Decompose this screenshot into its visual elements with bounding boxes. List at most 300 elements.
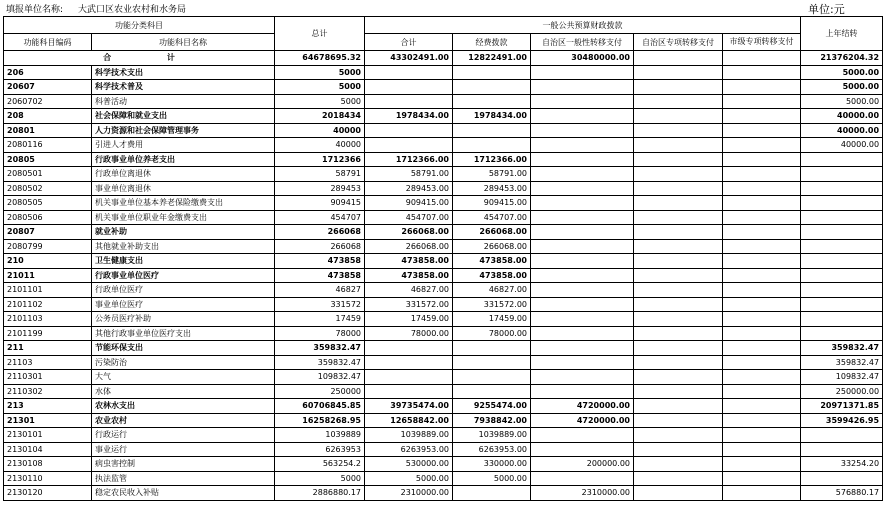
row-funds: 266068.00 (453, 225, 531, 240)
row-region-special (634, 442, 723, 457)
row-sum: 266068.00 (365, 225, 453, 240)
table-row (4, 413, 883, 428)
row-name: 水体 (92, 384, 275, 399)
row-total: 266068 (275, 239, 365, 254)
row-funds: 330000.00 (453, 457, 531, 472)
summary-city-special (723, 51, 801, 66)
row-city-special (723, 486, 801, 501)
row-total: 359832.47 (275, 341, 365, 356)
row-sum (365, 384, 453, 399)
summary-total: 64678695.32 (275, 51, 365, 66)
row-sum: 46827.00 (365, 283, 453, 298)
row-city-special (723, 428, 801, 443)
row-sum: 266068.00 (365, 239, 453, 254)
row-region-special (634, 196, 723, 211)
row-total: 454707 (275, 210, 365, 225)
row-last-year: 5000.00 (801, 80, 883, 95)
row-total: 16258268.95 (275, 413, 365, 428)
row-total: 5000 (275, 471, 365, 486)
row-region-general (531, 312, 634, 327)
row-funds (453, 486, 531, 501)
row-region-general (531, 428, 634, 443)
row-region-general (531, 196, 634, 211)
row-total: 473858 (275, 268, 365, 283)
row-code: 2101101 (4, 283, 92, 298)
row-code: 213 (4, 399, 92, 414)
row-sum (365, 65, 453, 80)
city-special-header: 市级专项转移支付 (723, 34, 801, 51)
row-city-special (723, 413, 801, 428)
row-region-general (531, 370, 634, 385)
row-region-special (634, 225, 723, 240)
row-code: 211 (4, 341, 92, 356)
row-sum: 331572.00 (365, 297, 453, 312)
row-sum: 454707.00 (365, 210, 453, 225)
row-last-year (801, 225, 883, 240)
row-city-special (723, 457, 801, 472)
funds-header: 经费拨款 (453, 34, 531, 51)
row-region-general (531, 123, 634, 138)
row-region-special (634, 413, 723, 428)
table-row (4, 457, 883, 472)
row-name: 病虫害控制 (92, 457, 275, 472)
row-total: 46827 (275, 283, 365, 298)
row-region-special (634, 399, 723, 414)
row-region-general (531, 109, 634, 124)
row-region-general (531, 442, 634, 457)
row-code: 2101102 (4, 297, 92, 312)
row-total: 2018434 (275, 109, 365, 124)
row-region-special (634, 471, 723, 486)
row-region-special (634, 80, 723, 95)
currency-unit: 单位:元 (808, 3, 845, 16)
row-region-general (531, 152, 634, 167)
row-code: 2110302 (4, 384, 92, 399)
row-last-year (801, 312, 883, 327)
table-row (4, 167, 883, 182)
row-name: 农业农村 (92, 413, 275, 428)
row-city-special (723, 239, 801, 254)
table-row (4, 138, 883, 153)
row-sum (365, 341, 453, 356)
row-city-special (723, 181, 801, 196)
table-row (4, 312, 883, 327)
row-sum (365, 355, 453, 370)
row-code: 206 (4, 65, 92, 80)
row-city-special (723, 123, 801, 138)
row-sum: 39735474.00 (365, 399, 453, 414)
row-name: 卫生健康支出 (92, 254, 275, 269)
row-code: 208 (4, 109, 92, 124)
row-city-special (723, 326, 801, 341)
table-row (4, 94, 883, 109)
row-region-special (634, 457, 723, 472)
table-row (4, 210, 883, 225)
row-region-general (531, 138, 634, 153)
row-last-year (801, 268, 883, 283)
row-city-special (723, 254, 801, 269)
summary-label: 合 计 (4, 51, 275, 66)
row-code: 2080501 (4, 167, 92, 182)
sum-header: 合计 (365, 34, 453, 51)
row-total: 289453 (275, 181, 365, 196)
row-code: 2110301 (4, 370, 92, 385)
row-total: 6263953 (275, 442, 365, 457)
row-funds: 331572.00 (453, 297, 531, 312)
row-total: 1039889 (275, 428, 365, 443)
row-total: 17459 (275, 312, 365, 327)
row-last-year: 359832.47 (801, 341, 883, 356)
row-total: 60706845.85 (275, 399, 365, 414)
row-sum: 530000.00 (365, 457, 453, 472)
row-code: 2080506 (4, 210, 92, 225)
row-region-general (531, 254, 634, 269)
row-city-special (723, 65, 801, 80)
row-funds: 46827.00 (453, 283, 531, 298)
row-region-special (634, 341, 723, 356)
row-sum: 58791.00 (365, 167, 453, 182)
row-name: 其他行政事业单位医疗支出 (92, 326, 275, 341)
row-name: 大气 (92, 370, 275, 385)
row-region-special (634, 370, 723, 385)
row-region-special (634, 94, 723, 109)
total-header: 总计 (275, 17, 365, 51)
row-funds: 473858.00 (453, 268, 531, 283)
row-region-general (531, 355, 634, 370)
general-budget-header: 一般公共预算财政拨款 (365, 17, 801, 34)
row-last-year (801, 254, 883, 269)
summary-region-special (634, 51, 723, 66)
table-row (4, 370, 883, 385)
unit-label: 填报单位名称: (6, 5, 64, 15)
row-region-general (531, 283, 634, 298)
row-city-special (723, 399, 801, 414)
row-city-special (723, 442, 801, 457)
table-row (4, 181, 883, 196)
table-row (4, 486, 883, 501)
row-total: 563254.2 (275, 457, 365, 472)
row-region-special (634, 152, 723, 167)
row-last-year (801, 283, 883, 298)
row-sum (365, 370, 453, 385)
row-name: 行政运行 (92, 428, 275, 443)
row-sum (365, 138, 453, 153)
row-funds: 454707.00 (453, 210, 531, 225)
row-name: 人力资源和社会保障管理事务 (92, 123, 275, 138)
row-code: 2130108 (4, 457, 92, 472)
row-name: 行政事业单位养老支出 (92, 152, 275, 167)
row-funds: 6263953.00 (453, 442, 531, 457)
row-region-general (531, 297, 634, 312)
row-sum (365, 80, 453, 95)
region-general-header: 自治区一般性转移支付 (531, 34, 634, 51)
row-funds (453, 370, 531, 385)
table-row (4, 326, 883, 341)
row-city-special (723, 370, 801, 385)
row-region-special (634, 181, 723, 196)
row-total: 331572 (275, 297, 365, 312)
table-row (4, 297, 883, 312)
row-last-year (801, 326, 883, 341)
row-total: 250000 (275, 384, 365, 399)
row-region-general (531, 225, 634, 240)
row-code: 20801 (4, 123, 92, 138)
table-row (4, 471, 883, 486)
summary-last-year: 21376204.32 (801, 51, 883, 66)
row-funds: 909415.00 (453, 196, 531, 211)
row-name: 科学技术普及 (92, 80, 275, 95)
row-funds: 17459.00 (453, 312, 531, 327)
row-sum: 473858.00 (365, 268, 453, 283)
unit-name: 大武口区农业农村和水务局 (78, 5, 187, 15)
row-region-special (634, 428, 723, 443)
row-name: 社会保障和就业支出 (92, 109, 275, 124)
row-sum (365, 123, 453, 138)
row-funds (453, 341, 531, 356)
row-city-special (723, 341, 801, 356)
row-code: 21011 (4, 268, 92, 283)
row-total: 359832.47 (275, 355, 365, 370)
row-code: 2130110 (4, 471, 92, 486)
row-region-special (634, 283, 723, 298)
row-region-general (531, 326, 634, 341)
table-row (4, 268, 883, 283)
row-name: 行政事业单位医疗 (92, 268, 275, 283)
row-sum: 6263953.00 (365, 442, 453, 457)
table-row (4, 239, 883, 254)
row-funds (453, 94, 531, 109)
row-sum: 1039889.00 (365, 428, 453, 443)
row-sum: 289453.00 (365, 181, 453, 196)
row-name: 机关事业单位基本养老保险缴费支出 (92, 196, 275, 211)
row-last-year (801, 167, 883, 182)
row-city-special (723, 109, 801, 124)
row-sum: 909415.00 (365, 196, 453, 211)
row-total: 5000 (275, 80, 365, 95)
row-region-special (634, 210, 723, 225)
row-code: 2130104 (4, 442, 92, 457)
row-last-year: 5000.00 (801, 94, 883, 109)
row-region-general (531, 239, 634, 254)
row-sum: 2310000.00 (365, 486, 453, 501)
row-code: 20805 (4, 152, 92, 167)
row-last-year: 3599426.95 (801, 413, 883, 428)
table-row (4, 341, 883, 356)
row-name: 事业单位离退休 (92, 181, 275, 196)
row-last-year (801, 210, 883, 225)
table-row (4, 123, 883, 138)
region-special-header: 自治区专项转移支付 (634, 34, 723, 51)
row-region-general: 200000.00 (531, 457, 634, 472)
row-total: 109832.47 (275, 370, 365, 385)
row-last-year (801, 152, 883, 167)
row-region-general (531, 80, 634, 95)
row-region-special (634, 138, 723, 153)
row-last-year: 40000.00 (801, 123, 883, 138)
row-total: 40000 (275, 123, 365, 138)
row-name: 科学技术支出 (92, 65, 275, 80)
table-row (4, 152, 883, 167)
table-row (4, 109, 883, 124)
row-name: 公务员医疗补助 (92, 312, 275, 327)
func-group-header: 功能分类科目 (4, 17, 275, 34)
row-code: 2080505 (4, 196, 92, 211)
row-total: 2886880.17 (275, 486, 365, 501)
row-code: 21301 (4, 413, 92, 428)
row-funds: 1978434.00 (453, 109, 531, 124)
row-total: 5000 (275, 94, 365, 109)
row-last-year (801, 297, 883, 312)
row-name: 引进人才费用 (92, 138, 275, 153)
table-row (4, 225, 883, 240)
row-region-special (634, 312, 723, 327)
row-region-special (634, 254, 723, 269)
row-code: 20607 (4, 80, 92, 95)
row-region-general: 4720000.00 (531, 399, 634, 414)
row-last-year: 109832.47 (801, 370, 883, 385)
row-region-general (531, 94, 634, 109)
row-city-special (723, 80, 801, 95)
row-funds: 266068.00 (453, 239, 531, 254)
row-total: 78000 (275, 326, 365, 341)
row-code: 2080116 (4, 138, 92, 153)
row-name: 稳定农民收入补贴 (92, 486, 275, 501)
row-last-year: 40000.00 (801, 109, 883, 124)
row-last-year (801, 442, 883, 457)
row-region-general (531, 268, 634, 283)
row-region-general (531, 471, 634, 486)
row-city-special (723, 210, 801, 225)
row-code: 2101103 (4, 312, 92, 327)
row-code: 2080502 (4, 181, 92, 196)
row-total: 473858 (275, 254, 365, 269)
row-last-year: 5000.00 (801, 65, 883, 80)
row-city-special (723, 268, 801, 283)
row-region-special (634, 123, 723, 138)
row-funds: 58791.00 (453, 167, 531, 182)
row-city-special (723, 167, 801, 182)
row-code: 210 (4, 254, 92, 269)
row-region-special (634, 355, 723, 370)
row-code: 20807 (4, 225, 92, 240)
row-name: 其他就业补助支出 (92, 239, 275, 254)
row-name: 事业单位医疗 (92, 297, 275, 312)
row-total: 58791 (275, 167, 365, 182)
summary-funds: 12822491.00 (453, 51, 531, 66)
row-funds (453, 384, 531, 399)
row-sum: 12658842.00 (365, 413, 453, 428)
row-sum (365, 94, 453, 109)
summary-region-general: 30480000.00 (531, 51, 634, 66)
table-row (4, 283, 883, 298)
row-code: 2060702 (4, 94, 92, 109)
row-region-special (634, 297, 723, 312)
row-last-year: 250000.00 (801, 384, 883, 399)
row-sum: 473858.00 (365, 254, 453, 269)
row-region-special (634, 326, 723, 341)
row-last-year: 20971371.85 (801, 399, 883, 414)
row-region-general (531, 384, 634, 399)
row-city-special (723, 297, 801, 312)
table-row (4, 399, 883, 414)
row-last-year (801, 428, 883, 443)
table-row (4, 80, 883, 95)
report-header (0, 0, 888, 16)
table-row (4, 384, 883, 399)
row-last-year: 576880.17 (801, 486, 883, 501)
row-funds: 473858.00 (453, 254, 531, 269)
row-city-special (723, 152, 801, 167)
row-funds: 1712366.00 (453, 152, 531, 167)
row-sum: 1978434.00 (365, 109, 453, 124)
row-code: 2130120 (4, 486, 92, 501)
row-funds (453, 138, 531, 153)
last-year-header: 上年结转 (801, 17, 883, 51)
table-row (4, 428, 883, 443)
row-name: 事业运行 (92, 442, 275, 457)
row-code: 2101199 (4, 326, 92, 341)
row-total: 5000 (275, 65, 365, 80)
table-row (4, 442, 883, 457)
row-name: 节能环保支出 (92, 341, 275, 356)
budget-table (3, 16, 883, 501)
row-region-general: 2310000.00 (531, 486, 634, 501)
row-city-special (723, 94, 801, 109)
row-city-special (723, 283, 801, 298)
row-last-year: 40000.00 (801, 138, 883, 153)
row-total: 40000 (275, 138, 365, 153)
row-region-general (531, 210, 634, 225)
row-region-special (634, 109, 723, 124)
row-last-year (801, 239, 883, 254)
row-region-special (634, 384, 723, 399)
row-region-general: 4720000.00 (531, 413, 634, 428)
row-region-general (531, 181, 634, 196)
row-funds (453, 80, 531, 95)
row-city-special (723, 225, 801, 240)
row-region-special (634, 65, 723, 80)
row-city-special (723, 138, 801, 153)
row-name: 行政单位离退休 (92, 167, 275, 182)
row-code: 2130101 (4, 428, 92, 443)
row-city-special (723, 312, 801, 327)
table-row (4, 196, 883, 211)
row-last-year (801, 181, 883, 196)
row-city-special (723, 471, 801, 486)
table-row (4, 65, 883, 80)
row-sum: 1712366.00 (365, 152, 453, 167)
code-header: 功能科目编码 (4, 34, 92, 51)
row-region-special (634, 167, 723, 182)
row-funds (453, 123, 531, 138)
row-region-special (634, 268, 723, 283)
row-name: 农林水支出 (92, 399, 275, 414)
row-name: 行政单位医疗 (92, 283, 275, 298)
row-region-general (531, 341, 634, 356)
summary-row (4, 51, 883, 66)
row-funds: 7938842.00 (453, 413, 531, 428)
row-name: 机关事业单位职业年金缴费支出 (92, 210, 275, 225)
row-name: 就业补助 (92, 225, 275, 240)
row-name: 执法监管 (92, 471, 275, 486)
row-funds: 5000.00 (453, 471, 531, 486)
row-funds: 289453.00 (453, 181, 531, 196)
row-name: 污染防治 (92, 355, 275, 370)
row-total: 1712366 (275, 152, 365, 167)
table-row (4, 355, 883, 370)
row-funds (453, 355, 531, 370)
row-code: 2080799 (4, 239, 92, 254)
